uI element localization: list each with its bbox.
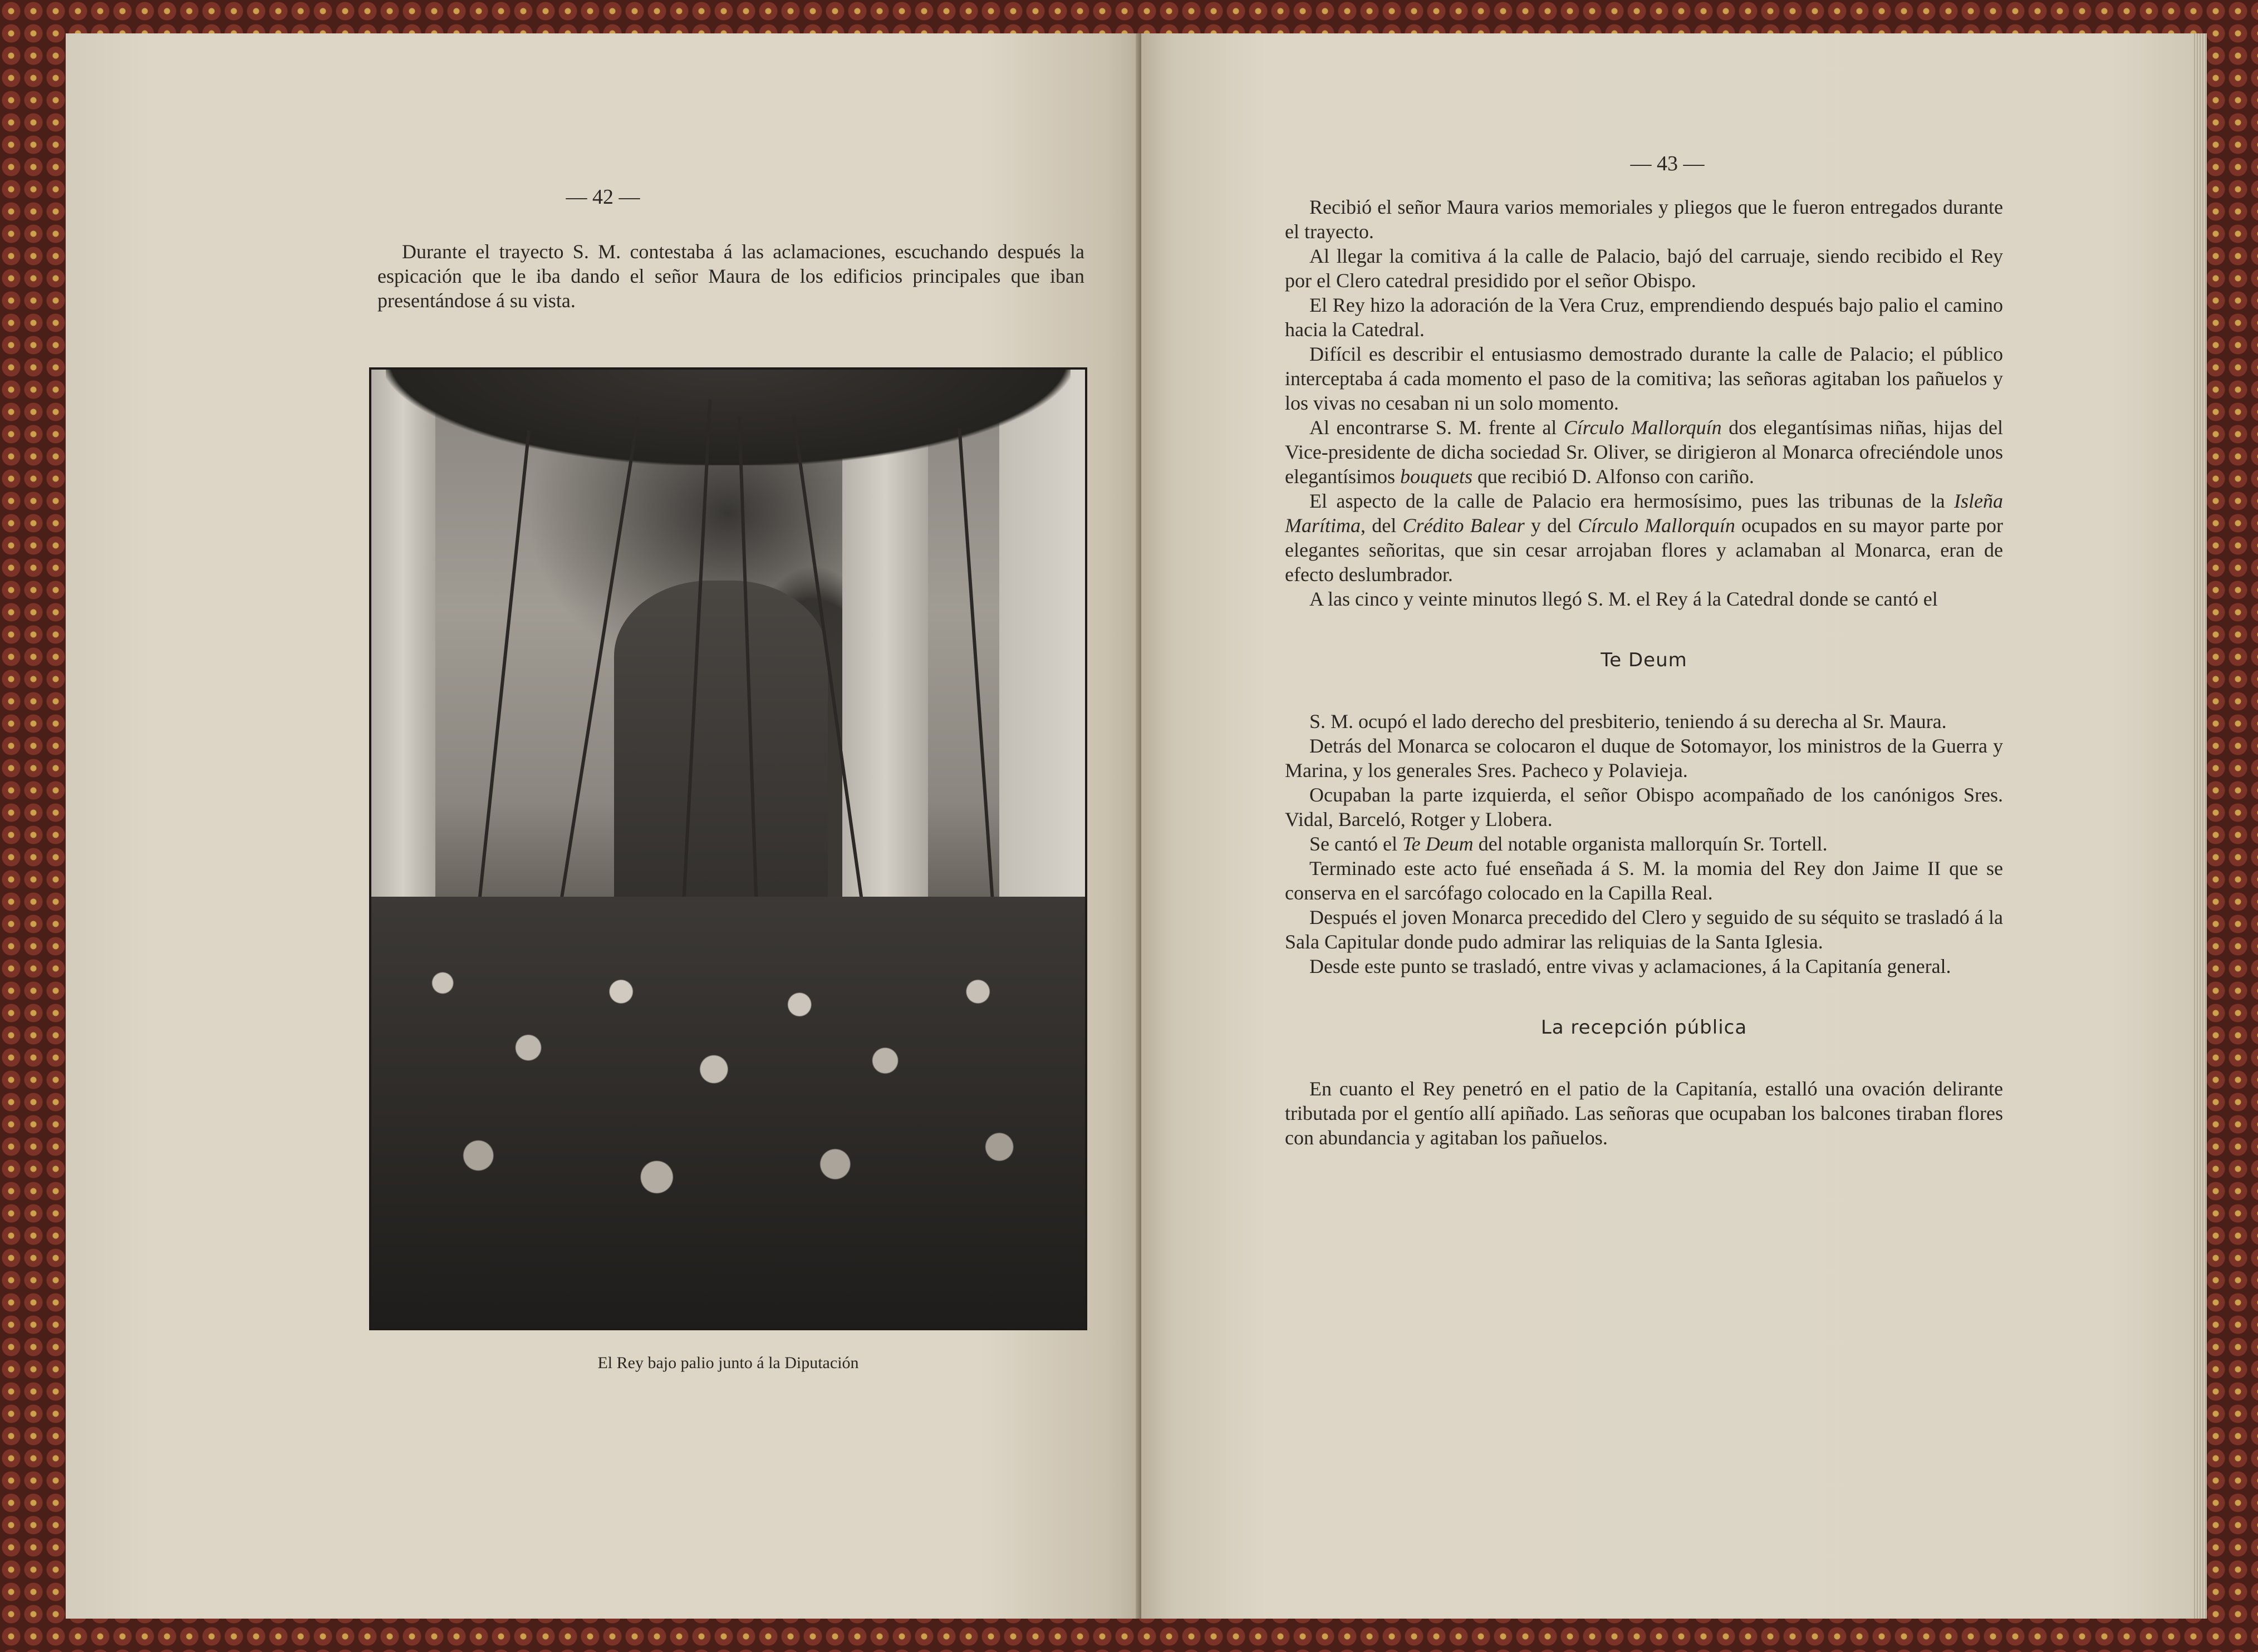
paragraph: Recibió el señor Maura varios memoriales y pliegos que le fueron entregados durante el trayecto. (1285, 196, 2003, 243)
paragraph: Al llegar la comitiva á la calle de Palacio, bajó del carruaje, siendo recibido el Rey por el Clero catedral presidido por el señor Obispo. (1285, 245, 2003, 292)
photo-crowd (371, 897, 1085, 1328)
paragraph: Después el joven Monarca precedido del Clero y seguido de su séquito se trasladó á la Sala Capitular donde pudo admirar las reliquias de la Santa Iglesia. (1285, 906, 2003, 953)
paragraph: A las cinco y veinte minutos llegó S. M. el Rey á la Catedral donde se cantó el (1309, 588, 1938, 610)
page-number: — 43 — (1630, 152, 1705, 175)
paragraph: S. M. ocupó el lado derecho del presbiterio, teniendo á su derecha al Sr. Maura. (1309, 710, 1947, 732)
paragraph: Desde este punto se trasladó, entre vivas y aclamaciones, á la Capitanía general. (1309, 955, 1951, 977)
paragraph (1285, 489, 2003, 587)
paragraph: Terminado este acto fué enseñada á S. M. la momia del Rey don Jaime II que se conserva en el sarcófago colocado en la Capilla Real. (1285, 857, 2003, 904)
left-page (66, 33, 1140, 1619)
photo-canopy (386, 367, 1071, 465)
italic-text: Crédito Balear (1402, 514, 1525, 537)
text-run: Al encontrarse S. M. frente al (1309, 416, 1564, 439)
page-number: — 42 — (566, 185, 640, 209)
paragraph: En cuanto el Rey penetró en el patio de la Capitanía, estalló una ovación delirante tributada por el gentío allí apiñado. Las señoras que ocupaban los balcones tiraban flores con abundancia y agitaban los pañuelos. (1285, 1078, 2003, 1149)
text-run: Se cantó el (1309, 833, 1402, 855)
paragraph: El Rey hizo la adoración de la Vera Cruz, emprendiendo después bajo palio el camino hacia la Catedral. (1285, 294, 2003, 341)
paragraph: Difícil es describir el entusiasmo demostrado durante la calle de Palacio; el público interceptaba á cada momento el paso de la comitiva; las señoras agitaban los pañuelos y los vivas no cesaban ni un solo momento. (1285, 343, 2003, 414)
text-run: dos elegantísimas niñas, hijas del Vice-presidente de dicha sociedad Sr. Oliver, se dirigieron al Monarca ofreciéndole unos elegantísimos (1285, 416, 2003, 488)
italic-text: bouquets (1400, 465, 1472, 488)
section-heading-recepcion: La recepción pública (1540, 1016, 1748, 1039)
photo-caption: El Rey bajo palio junto á la Diputación (597, 1354, 859, 1372)
text-run: El aspecto de la calle de Palacio era hermosísimo, pues las tribunas de la (1309, 490, 1955, 512)
text-run: y del (1524, 514, 1578, 537)
text-run: que recibió D. Alfonso con cariño. (1472, 465, 1754, 488)
photograph-king-under-canopy (369, 367, 1087, 1330)
italic-text: Te Deum (1402, 833, 1474, 855)
text-run: , del (1361, 514, 1403, 537)
paragraph (1285, 415, 2003, 489)
italic-text: Círculo Mallorquín (1563, 416, 1722, 439)
italic-text: Isleña Marítima (1285, 490, 2003, 537)
text-run: ocupados en su mayor parte por elegantes señoritas, que sin cesar arrojaban flores y aclamaban al Monarca, eran de efecto deslumbrador. (1285, 514, 2004, 586)
paragraph: Ocupaban la parte izquierda, el señor Obispo acompañado de los canónigos Sres. Vidal, Barceló, Rotger y Llobera. (1285, 784, 2003, 830)
paragraph: Durante el trayecto S. M. contestaba á las aclamaciones, escuchando después la espicación que le iba dando el señor Maura de los edificios principales que iban presentándose á su vista. (377, 240, 1084, 312)
paragraph (1285, 832, 2003, 856)
left-page-text (377, 239, 1084, 313)
paragraph: Detrás del Monarca se colocaron el duque de Sotomayor, los ministros de la Guerra y Marina, y los generales Sres. Pacheco y Polavieja. (1285, 735, 2003, 781)
page-edges (2192, 33, 2207, 1619)
section-heading-te-deum: Te Deum (1601, 649, 1687, 671)
italic-text: Círculo Mallorquín (1578, 514, 1735, 537)
text-run: del notable organista mallorquín Sr. Tortell. (1473, 833, 1828, 855)
right-page-text (1285, 195, 2003, 1150)
